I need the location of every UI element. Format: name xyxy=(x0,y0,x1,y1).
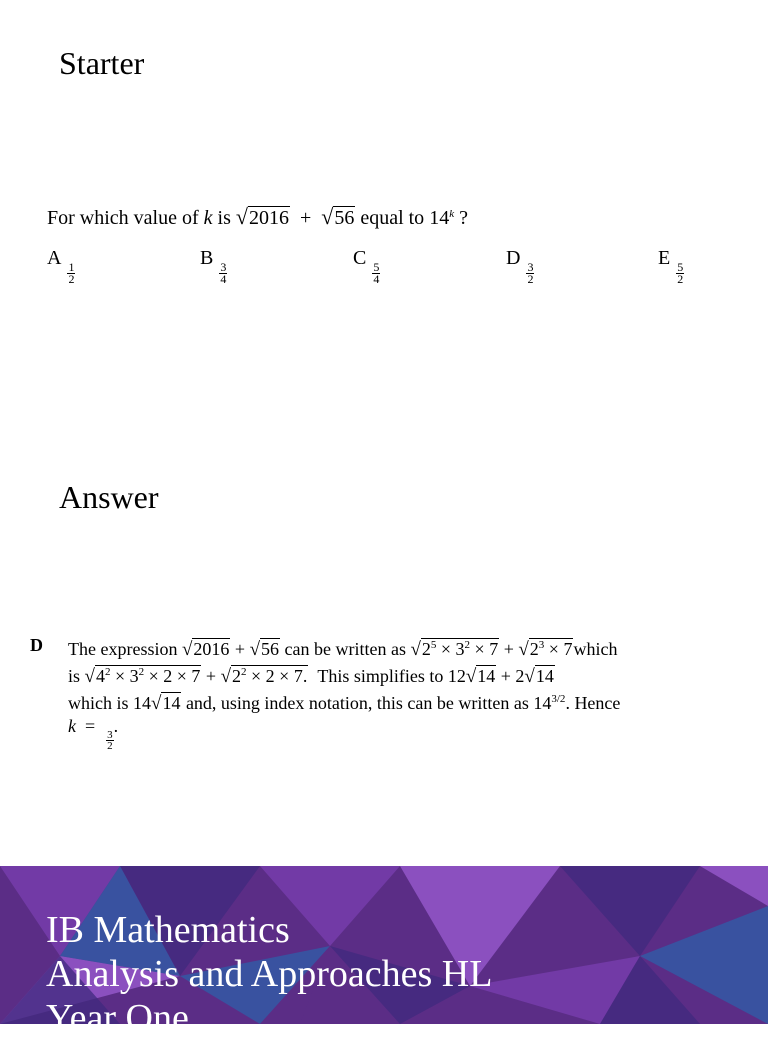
answer-line-2: is $√4^2 \times 3^2 \times 2 \times 7 + √2^2 \times 2 \times 7$. This simplifies to 12√14 + 2√14 xyxy=(68,666,554,687)
option-b xyxy=(200,247,227,285)
option-fraction: $\frac{3}{4}$ xyxy=(220,260,227,286)
banner-line-2: Analysis and Approaches HL xyxy=(46,953,493,995)
question-text: For which value of k is √2016 + √56 equal to 14$^k$ ? xyxy=(47,204,468,229)
sqrt-56: √56 xyxy=(321,204,355,229)
option-fraction: $\frac{5}{2}$ xyxy=(677,260,684,286)
answer-line-4: k = $\frac{3}{2}$ . xyxy=(68,716,119,752)
starter-heading: Starter xyxy=(59,45,145,81)
option-letter: B xyxy=(200,247,214,269)
option-a xyxy=(47,247,75,285)
option-e xyxy=(658,247,684,285)
option-fraction: $\frac{5}{4}$ xyxy=(373,260,380,286)
option-letter: C xyxy=(353,247,367,269)
banner-line-3: Year One xyxy=(46,997,189,1039)
answer-line-3: which is 14√14 and, using index notation, this can be written as $14^{3/2}$. Hence xyxy=(68,693,621,714)
option-fraction: $\frac{1}{2}$ xyxy=(68,260,75,286)
option-c xyxy=(353,247,380,285)
option-letter: A xyxy=(47,247,62,269)
answer-heading: Answer xyxy=(59,479,159,515)
banner-line-1: IB Mathematics xyxy=(46,909,290,951)
banner-title xyxy=(46,908,492,1040)
option-letter: D xyxy=(506,247,521,269)
option-letter: E xyxy=(658,247,671,269)
option-fraction: $\frac{3}{2}$ xyxy=(527,260,534,286)
option-d xyxy=(506,247,534,285)
answer-letter: D xyxy=(30,635,43,655)
answer-line-1: The expression √2016 + √56 can be written as $√2^5 \times 3^2 \times 7 + √2^3$ × 7which xyxy=(68,639,618,660)
answer-explanation xyxy=(68,634,620,751)
sqrt-2016: √2016 xyxy=(235,204,289,229)
